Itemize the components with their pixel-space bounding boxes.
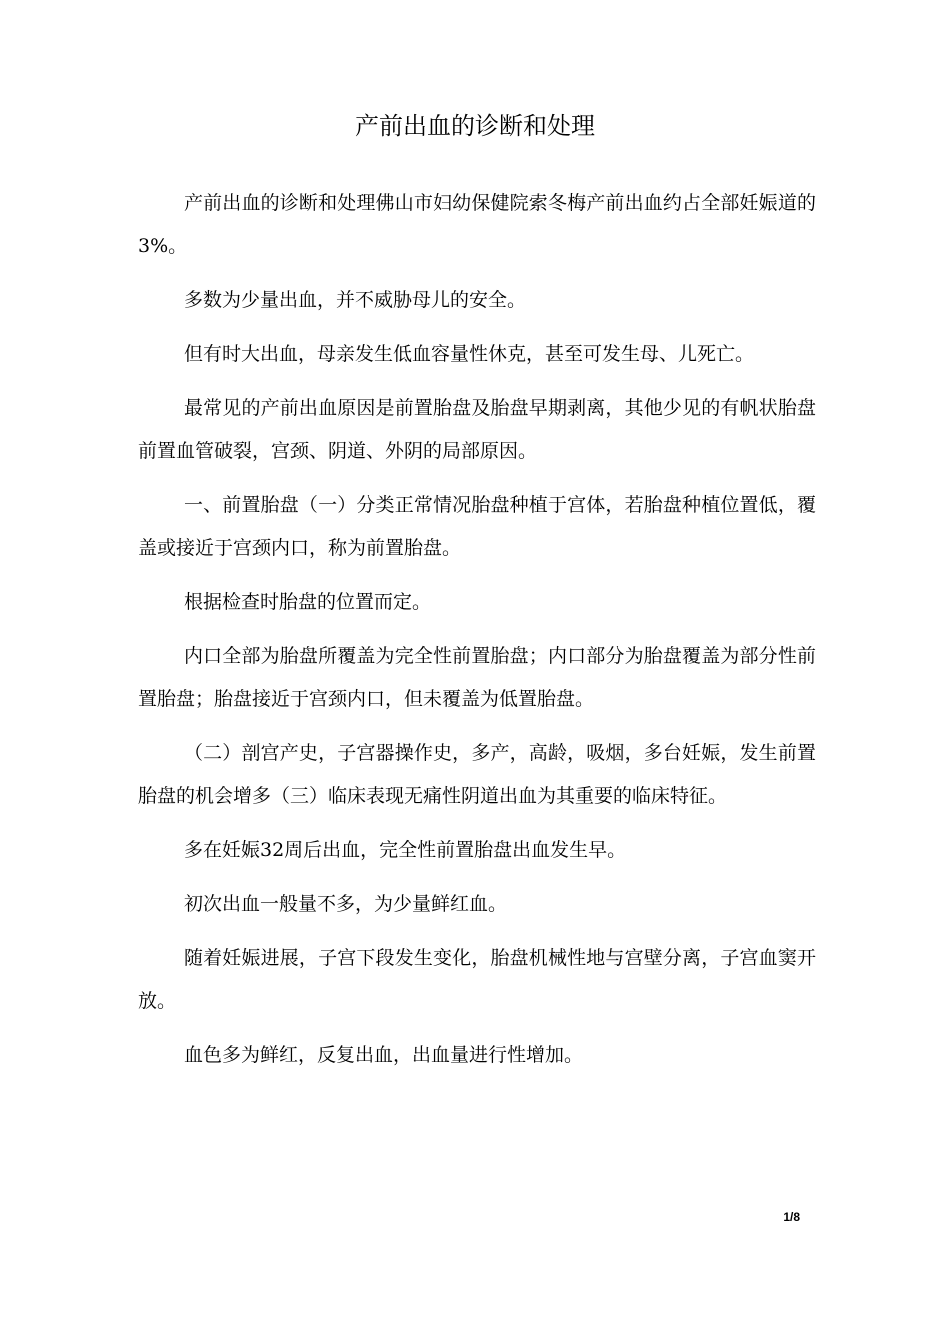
paragraph: 但有时大出血，母亲发生低血容量性休克，甚至可发生母、儿死亡。 [184,343,755,365]
paragraph: 根据检查时胎盘的位置而定。 [184,591,432,613]
paragraph: 产前出血的诊断和处理佛山市妇幼保健院索冬梅产前出血约占全部妊娠道的3%。 [138,192,816,257]
paragraph: 多数为少量出血，并不威胁母儿的安全。 [184,289,527,311]
page-number: 1/8 [783,1210,800,1224]
paragraph: 最常见的产前出血原因是前置胎盘及胎盘早期剥离，其他少见的有帆状胎盘前置血管破裂，宫颈、阴道、外阴的局部原因。 [138,397,816,462]
paragraph: （二）剖宫产史，子宫器操作史，多产，高龄，吸烟，多台妊娠，发生前置胎盘的机会增多（三）临床表现无痛性阴道出血为其重要的临床特征。 [138,742,816,807]
paragraph: 随着妊娠进展，子宫下段发生变化，胎盘机械性地与宫壁分离，子宫血窦开放。 [138,947,816,1012]
paragraph: 内口全部为胎盘所覆盖为完全性前置胎盘；内口部分为胎盘覆盖为部分性前置胎盘；胎盘接近于宫颈内口，但未覆盖为低置胎盘。 [138,645,816,710]
paragraph: 血色多为鲜红，反复出血，出血量进行性增加。 [184,1044,584,1066]
document-title: 产前出血的诊断和处理 [355,112,595,140]
paragraph: 多在妊娠32周后出血，完全性前置胎盘出血发生早。 [184,839,627,861]
paragraph: 一、前置胎盘（一）分类正常情况胎盘种植于宫体，若胎盘种植位置低，覆盖或接近于宫颈内口，称为前置胎盘。 [138,494,816,559]
document-body [138,182,816,1088]
paragraph: 初次出血一般量不多，为少量鲜红血。 [184,893,508,915]
